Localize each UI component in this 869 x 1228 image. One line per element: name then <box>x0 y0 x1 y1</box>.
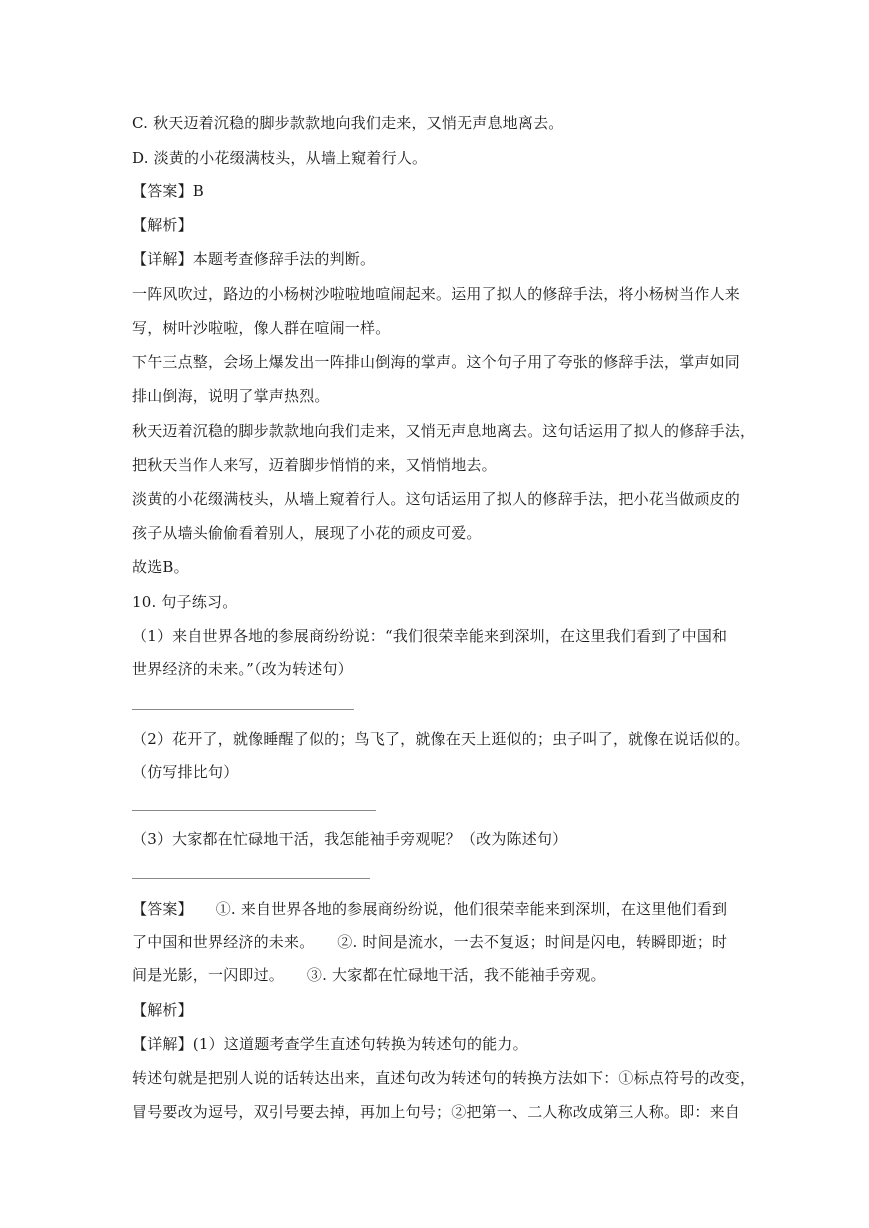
detail-paragraph-line: 把秋天当作人来写，迈着脚步悄悄的来，又悄悄地去。 <box>132 456 497 474</box>
detail-paragraph-line: 孩子从墙头偷偷看着别人，展现了小花的顽皮可爱。 <box>132 524 482 542</box>
analysis-heading-q9: 【解析】 <box>132 216 193 234</box>
option-c-line: C. 秋天迈着沉稳的脚步款款地向我们走来，又悄无声息地离去。 <box>132 114 564 132</box>
detail-paragraph-line: 下午三点整，会场上爆发出一阵排山倒海的掌声。这个句子用了夸张的修辞手法，掌声如同 <box>132 353 741 371</box>
detail-paragraph-line: 冒号要改为逗号，双引号要去掉，再加上句号；②把第一、二人称改成第三人称。即：来自 <box>132 1103 741 1121</box>
conclusion-line: 故选B。 <box>132 558 189 576</box>
question-10-heading: 10. 句子练习。 <box>132 593 238 611</box>
option-d-line: D. 淡黄的小花缀满枝头，从墙上窥着行人。 <box>132 149 428 167</box>
detail-paragraph-line: 秋天迈着沉稳的脚步款款地向我们走来，又悄无声息地离去。这句话运用了拟人的修辞手法， <box>132 422 756 440</box>
answer-blank-1 <box>132 709 354 710</box>
answer-line-q9: 【答案】B <box>132 182 205 200</box>
detail-paragraph-line: 淡黄的小花缀满枝头，从墙上窥着行人。这句话运用了拟人的修辞手法，把小花当做顽皮的 <box>132 490 741 508</box>
detail-paragraph-line: 转述句就是把别人说的话转达出来，直述句改为转述句的转换方法如下：①标点符号的改变， <box>132 1069 756 1087</box>
analysis-heading-q10: 【解析】 <box>132 1001 193 1019</box>
subquestion-2-line: （2）花开了，就像睡醒了似的；鸟飞了，就像在天上逛似的；虫子叫了，就像在说话似的。 <box>132 730 750 748</box>
answer-blank-3 <box>132 878 370 879</box>
detail-paragraph-line: 一阵风吹过，路边的小杨树沙啦啦地喧闹起来。运用了拟人的修辞手法，将小杨树当作人来 <box>132 285 741 303</box>
subquestion-2-line: （仿写排比句） <box>132 763 239 781</box>
detail-paragraph-line: 排山倒海，说明了掌声热烈。 <box>132 387 330 405</box>
answer-line-q10: 间是光影，一闪即过。 ③. 大家都在忙碌地干活，我不能袖手旁观。 <box>132 966 606 984</box>
detail-heading-q10: 【详解】(1）这道题考查学生直述句转换为转述句的能力。 <box>132 1035 528 1053</box>
detail-paragraph-line: 写，树叶沙啦啦，像人群在喧闹一样。 <box>132 319 391 337</box>
detail-heading-q9: 【详解】本题考查修辞手法的判断。 <box>132 250 376 268</box>
answer-line-q10: 【答案】 ①. 来自世界各地的参展商纷纷说，他们很荣幸能来到深圳，在这里他们看到 <box>132 900 728 918</box>
answer-blank-2 <box>132 810 376 811</box>
subquestion-1-line: （1）来自世界各地的参展商纷纷说：“我们很荣幸能来到深圳，在这里我们看到了中国和 <box>132 627 728 645</box>
answer-line-q10: 了中国和世界经济的未来。 ②. 时间是流水，一去不复返；时间是闪电，转瞬即逝；时 <box>132 933 728 951</box>
subquestion-3-line: （3）大家都在忙碌地干活，我怎能袖手旁观呢？（改为陈述句） <box>132 830 568 848</box>
subquestion-1-line: 世界经济的未来。”（改为转述句） <box>132 660 353 678</box>
